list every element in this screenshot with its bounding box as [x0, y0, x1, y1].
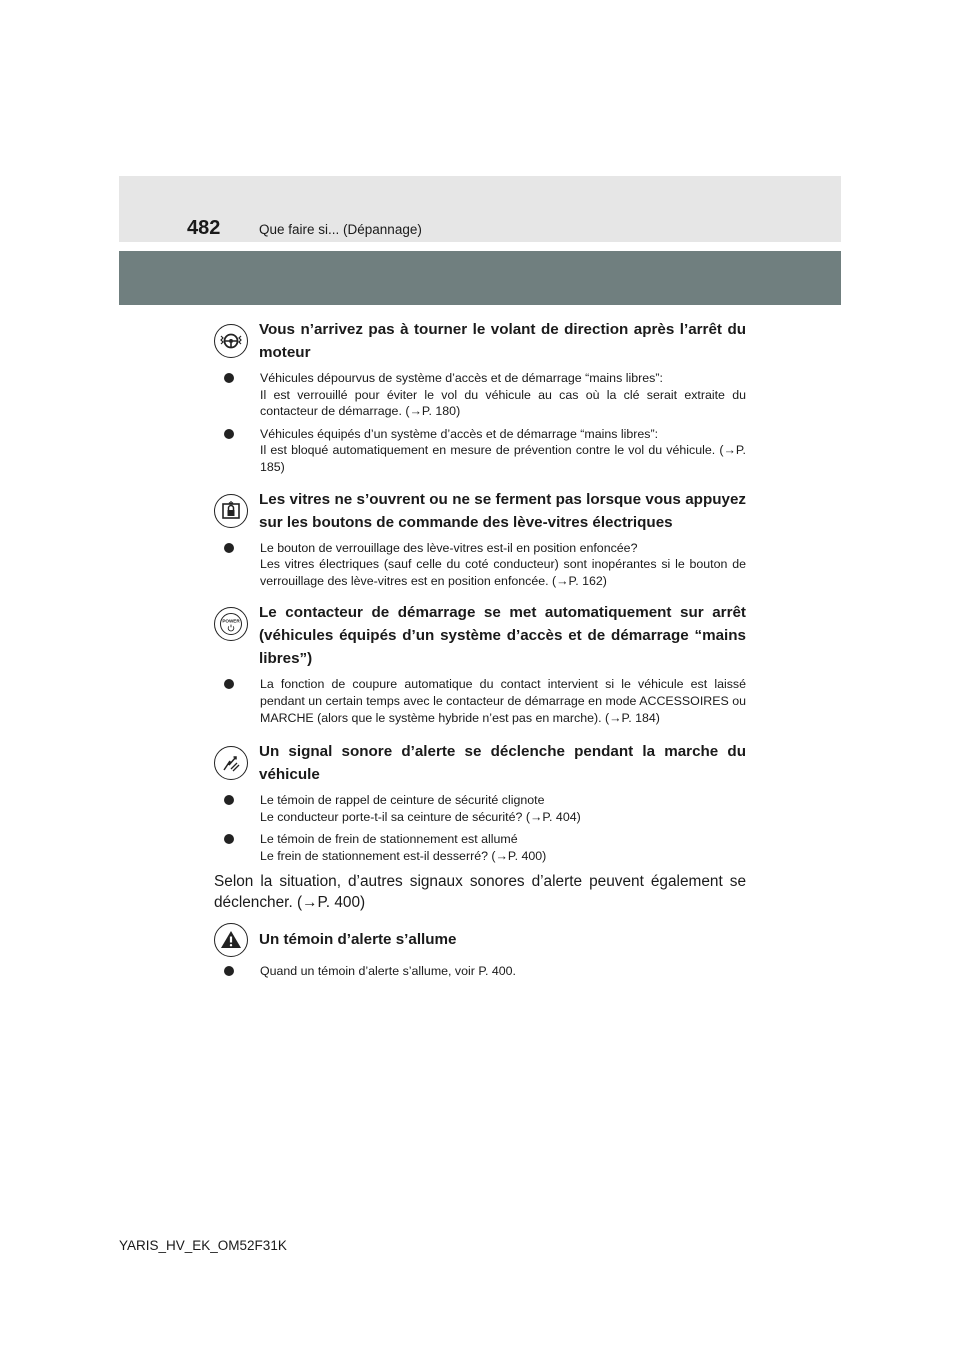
- list-item: [214, 676, 746, 726]
- header-band: [119, 176, 841, 242]
- item-detail: Les vitres électriques (sauf celle du coté conducteur) sont inopérantes si le bouton de verrouillage des lève-vitres est en position enfoncée. (→P. 162): [260, 557, 746, 588]
- list-item: [214, 963, 746, 980]
- item-condition: Véhicules équipés d’un système d’accès et de démarrage “mains libres”:: [260, 426, 659, 441]
- bullet-icon: [224, 429, 234, 439]
- bullet-icon: [224, 679, 234, 689]
- note-paragraph: Selon la situation, d’autres signaux sonores d’alerte peuvent également se déclencher. (→P. 400): [214, 872, 746, 911]
- item-detail: La fonction de coupure automatique du contact intervient si le véhicule est laissé pendant un certain temps avec le contacteur de démarrage en mode ACCESSOIRES ou MARCHE (alors que le système hybride n’est pas en marche). (→P. 184): [260, 677, 746, 725]
- list-item: [214, 370, 746, 420]
- bullet-icon: [224, 373, 234, 383]
- list-item: [214, 426, 746, 476]
- title-band: [119, 251, 841, 305]
- problem-title: Un signal sonore d’alerte se déclenche pendant la marche du véhicule: [259, 743, 746, 784]
- document-code: YARIS_HV_EK_OM52F31K: [119, 1238, 287, 1253]
- bullet-icon: [224, 834, 234, 844]
- problem-heading: [214, 601, 746, 670]
- item-detail: Quand un témoin d’alerte s’allume, voir P. 400.: [260, 963, 516, 978]
- item-condition: Le bouton de verrouillage des lève-vitres est-il en position enfoncée?: [260, 540, 638, 555]
- warning-buzzer-icon: [214, 746, 248, 780]
- bullet-icon: [224, 543, 234, 553]
- content: [214, 318, 746, 985]
- power-switch-icon: [214, 607, 248, 641]
- problem-title: Le contacteur de démarrage se met automatiquement sur arrêt (véhicules équipés d’un système d’accès et de démarrage “mains libres”): [259, 604, 746, 668]
- item-condition: Véhicules dépourvus de système d’accès et de démarrage “mains libres”:: [260, 371, 663, 385]
- power-label: POWER: [222, 618, 240, 624]
- item-condition: Le témoin de frein de stationnement est allumé: [260, 832, 518, 847]
- window-lock-icon: [214, 494, 248, 528]
- item-detail: Il est bloqué automatiquement en mesure de prévention contre le vol du véhicule. (→P. 185): [260, 443, 746, 474]
- item-detail: Le frein de stationnement est-il desserré? (→P. 400): [260, 848, 547, 863]
- bullet-icon: [224, 795, 234, 805]
- warning-triangle-icon: [214, 923, 248, 957]
- problem-heading: [214, 923, 746, 957]
- problem-heading: [214, 488, 746, 534]
- list-item: [214, 540, 746, 590]
- bullet-icon: [224, 966, 234, 976]
- page-number: 482: [187, 217, 221, 239]
- problem-title: Les vitres ne s’ouvrent ou ne se ferment pas lorsque vous appuyez sur les boutons de commande des lève-vitres électriques: [259, 490, 746, 531]
- problem-heading: [214, 740, 746, 786]
- item-detail: Il est verrouillé pour éviter le vol du véhicule au cas où la clé serait extraite du contacteur de démarrage. (→P. 180): [260, 387, 746, 419]
- item-condition: Le témoin de rappel de ceinture de sécurité clignote: [260, 793, 545, 808]
- problem-title: Vous n’arrivez pas à tourner le volant de direction après l’arrêt du moteur: [259, 321, 746, 361]
- problem-title: Un témoin d’alerte s’allume: [259, 931, 457, 948]
- list-item: [214, 831, 746, 864]
- problem-heading: [214, 318, 746, 364]
- item-detail: Le conducteur porte-t-il sa ceinture de sécurité? (→P. 404): [260, 809, 581, 824]
- section-title: Que faire si... (Dépannage): [259, 222, 422, 237]
- steering-lock-icon: [214, 324, 248, 358]
- list-item: [214, 792, 746, 825]
